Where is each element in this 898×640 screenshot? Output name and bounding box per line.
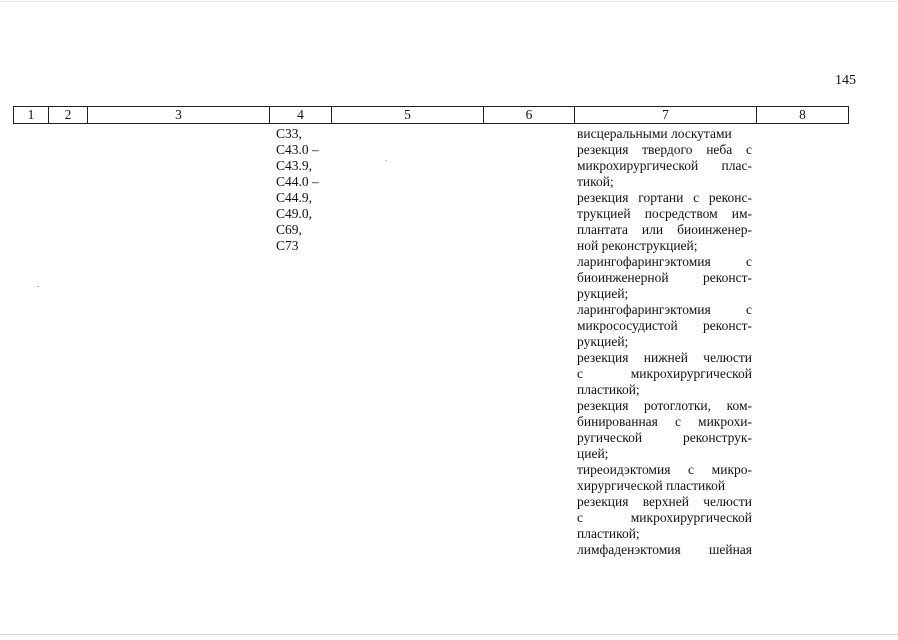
page-number: 145	[835, 73, 856, 88]
column-number-7: 7	[575, 107, 757, 124]
scan-speck	[385, 160, 387, 161]
procedure-text-line: с микрохирургической	[577, 510, 752, 525]
procedure-text-line: тикой;	[577, 174, 614, 189]
procedure-text-line: микрохирургической плас-	[577, 158, 752, 173]
procedure-text-line: бинированная с микрохи-	[577, 414, 752, 429]
icd-code-line: C69,	[276, 222, 302, 237]
column-number-3: 3	[88, 107, 270, 124]
procedure-text-line: хирургической пластикой	[577, 478, 726, 493]
procedure-text-line: ларингофарингэктомия с	[577, 302, 752, 317]
procedure-text-line: пластикой;	[577, 382, 640, 397]
procedure-text-line: микрососудистой реконст-	[577, 318, 752, 333]
procedure-text-line: резекция ротоглотки, ком-	[577, 398, 752, 413]
scan-edge-bottom	[0, 634, 898, 635]
column-number-2: 2	[49, 107, 88, 124]
procedure-list-column	[577, 126, 752, 558]
icd-code-line: C44.9,	[276, 190, 313, 205]
procedure-text-line: трукцией посредством им-	[577, 206, 752, 221]
procedure-text-line: ругической реконструк-	[577, 430, 752, 445]
procedure-text-line: лимфаденэктомия шейная	[577, 542, 752, 557]
column-number-6: 6	[484, 107, 575, 124]
icd-code-line: C44.0 –	[276, 174, 319, 189]
column-number-4: 4	[270, 107, 332, 124]
procedure-text-line: резекция верхней челюсти	[577, 494, 752, 509]
icd-code-line: C43.0 –	[276, 142, 319, 157]
icd-code-line: C73	[276, 238, 299, 253]
icd-code-line: C33,	[276, 126, 302, 141]
procedure-text-line: биоинженерной реконст-	[577, 270, 752, 285]
procedure-text-line: цией;	[577, 446, 609, 461]
procedure-text-line: ной реконструкцией;	[577, 238, 698, 253]
procedure-text-line: резекция нижней челюсти	[577, 350, 752, 365]
procedure-text-line: рукцией;	[577, 334, 629, 349]
procedure-text-line: резекция гортани с реконс-	[577, 190, 752, 205]
scan-edge-top	[0, 1, 898, 2]
icd-codes-column	[276, 126, 346, 254]
column-number-5: 5	[332, 107, 484, 124]
column-header-table	[13, 106, 849, 124]
procedure-text-line: тиреоидэктомия с микро-	[577, 462, 752, 477]
procedure-text-line: резекция твердого неба с	[577, 142, 752, 157]
header-row	[14, 107, 849, 124]
procedure-text-line: с микрохирургической	[577, 366, 752, 381]
procedure-text-line: висцеральными лоскутами	[577, 126, 732, 141]
icd-code-line: C49.0,	[276, 206, 313, 221]
column-number-8: 8	[757, 107, 849, 124]
column-number-1: 1	[14, 107, 49, 124]
scan-speck	[37, 286, 39, 287]
procedure-text-line: ларингофарингэктомия с	[577, 254, 752, 269]
icd-code-line: C43.9,	[276, 158, 313, 173]
procedure-text-line: плантата или биоинженер-	[577, 222, 752, 237]
procedure-text-line: рукцией;	[577, 286, 629, 301]
procedure-text-line: пластикой;	[577, 526, 640, 541]
